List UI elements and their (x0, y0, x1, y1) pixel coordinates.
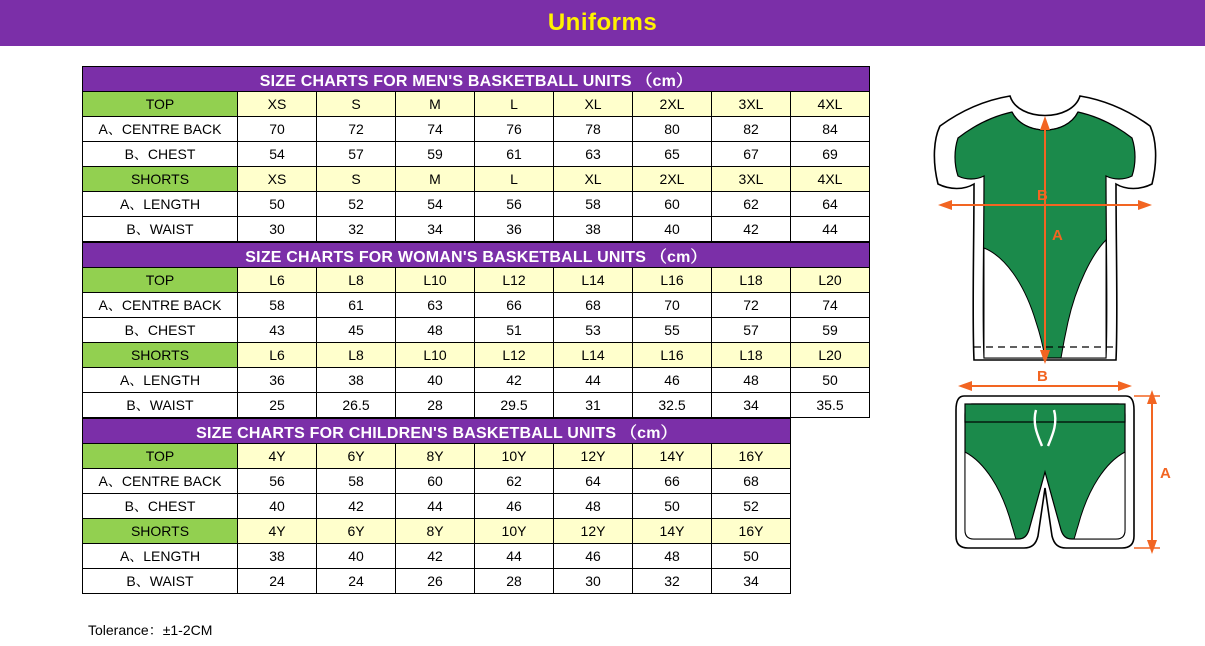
cell-value: 32.5 (633, 393, 712, 418)
row-label: A、LENGTH (83, 368, 238, 393)
cell-value: 42 (475, 368, 554, 393)
size-header: L18 (712, 343, 791, 368)
cell-value: 46 (554, 544, 633, 569)
top-header-label: TOP (83, 444, 238, 469)
size-chart-womens (82, 242, 870, 418)
cell-value: 61 (475, 142, 554, 167)
cell-value: 64 (554, 469, 633, 494)
size-header: 3XL (712, 92, 791, 117)
cell-value: 60 (396, 469, 475, 494)
shorts-header-label: SHORTS (83, 343, 238, 368)
row-label: B、CHEST (83, 142, 238, 167)
size-header: XS (238, 92, 317, 117)
table-row (83, 142, 870, 167)
shorts-measure-b-label: B (1037, 368, 1048, 385)
cell-value: 72 (317, 117, 396, 142)
cell-value: 44 (554, 368, 633, 393)
cell-value: 44 (475, 544, 554, 569)
size-header: L (475, 92, 554, 117)
size-header: S (317, 167, 396, 192)
cell-value: 43 (238, 318, 317, 343)
row-label: A、LENGTH (83, 192, 238, 217)
size-header: L20 (791, 268, 870, 293)
size-header: L12 (475, 343, 554, 368)
shorts-measure-a-label: A (1160, 465, 1171, 482)
cell-value: 60 (633, 192, 712, 217)
cell-value: 57 (317, 142, 396, 167)
cell-value: 54 (396, 192, 475, 217)
table-row (83, 393, 870, 418)
cell-value: 58 (317, 469, 396, 494)
size-header: 12Y (554, 519, 633, 544)
cell-value: 68 (712, 469, 791, 494)
cell-value: 51 (475, 318, 554, 343)
cell-value: 56 (238, 469, 317, 494)
cell-value: 28 (396, 393, 475, 418)
table-row (83, 268, 870, 293)
cell-value: 26 (396, 569, 475, 594)
cell-value: 36 (475, 217, 554, 242)
jersey-measure-a-label: A (1052, 227, 1063, 244)
cell-value: 59 (791, 318, 870, 343)
size-header: 6Y (317, 519, 396, 544)
cell-value: 78 (554, 117, 633, 142)
table-row (83, 293, 870, 318)
cell-value: 46 (475, 494, 554, 519)
row-label: B、WAIST (83, 217, 238, 242)
row-label: B、WAIST (83, 393, 238, 418)
cell-value: 53 (554, 318, 633, 343)
row-label: A、CENTRE BACK (83, 117, 238, 142)
cell-value: 45 (317, 318, 396, 343)
cell-value: 59 (396, 142, 475, 167)
cell-value: 32 (317, 217, 396, 242)
size-charts-container (82, 66, 872, 594)
size-header: 4XL (791, 92, 870, 117)
size-header: 2XL (633, 167, 712, 192)
shorts-header-label: SHORTS (83, 167, 238, 192)
cell-value: 48 (712, 368, 791, 393)
cell-value: 82 (712, 117, 791, 142)
size-header: 12Y (554, 444, 633, 469)
cell-value: 48 (633, 544, 712, 569)
cell-value: 34 (712, 393, 791, 418)
garment-illustration (900, 60, 1190, 630)
cell-value: 66 (475, 293, 554, 318)
cell-value: 28 (475, 569, 554, 594)
cell-value: 50 (238, 192, 317, 217)
chart-title: SIZE CHARTS FOR WOMAN'S BASKETBALL UNITS （cm） (83, 243, 870, 268)
cell-value: 48 (396, 318, 475, 343)
cell-value: 24 (317, 569, 396, 594)
table-row (83, 368, 870, 393)
size-header: L14 (554, 268, 633, 293)
size-header: 16Y (712, 444, 791, 469)
cell-value: 76 (475, 117, 554, 142)
cell-value: 30 (238, 217, 317, 242)
size-header: M (396, 92, 475, 117)
cell-value: 84 (791, 117, 870, 142)
cell-value: 56 (475, 192, 554, 217)
cell-value: 58 (238, 293, 317, 318)
table-row (83, 217, 870, 242)
size-header: 10Y (475, 444, 554, 469)
cell-value: 42 (396, 544, 475, 569)
cell-value: 74 (396, 117, 475, 142)
page-header-banner (0, 0, 1205, 46)
size-chart-mens (82, 66, 870, 242)
row-label: B、WAIST (83, 569, 238, 594)
size-header: XL (554, 92, 633, 117)
table-row (83, 243, 870, 268)
size-header: L18 (712, 268, 791, 293)
size-header: 4Y (238, 519, 317, 544)
table-row (83, 67, 870, 92)
size-header: 8Y (396, 444, 475, 469)
table-row (83, 192, 870, 217)
table-row (83, 519, 791, 544)
chart-title: SIZE CHARTS FOR CHILDREN'S BASKETBALL UNITS （cm） (83, 419, 791, 444)
cell-value: 48 (554, 494, 633, 519)
size-header: XL (554, 167, 633, 192)
jersey-illustration (934, 96, 1155, 364)
table-row (83, 117, 870, 142)
cell-value: 52 (317, 192, 396, 217)
cell-value: 25 (238, 393, 317, 418)
cell-value: 40 (396, 368, 475, 393)
top-header-label: TOP (83, 92, 238, 117)
size-header: 8Y (396, 519, 475, 544)
chart-title: SIZE CHARTS FOR MEN'S BASKETBALL UNITS （cm） (83, 67, 870, 92)
cell-value: 74 (791, 293, 870, 318)
cell-value: 50 (791, 368, 870, 393)
cell-value: 30 (554, 569, 633, 594)
cell-value: 24 (238, 569, 317, 594)
cell-value: 44 (396, 494, 475, 519)
page-title: Uniforms (547, 9, 658, 36)
cell-value: 38 (554, 217, 633, 242)
jersey-measure-b-label: B (1037, 187, 1048, 204)
cell-value: 62 (712, 192, 791, 217)
size-header: 14Y (633, 444, 712, 469)
cell-value: 66 (633, 469, 712, 494)
size-header: 16Y (712, 519, 791, 544)
size-header: L10 (396, 343, 475, 368)
size-header: S (317, 92, 396, 117)
cell-value: 54 (238, 142, 317, 167)
size-header: L6 (238, 343, 317, 368)
table-row (83, 469, 791, 494)
row-label: B、CHEST (83, 494, 238, 519)
cell-value: 55 (633, 318, 712, 343)
cell-value: 63 (554, 142, 633, 167)
row-label: A、LENGTH (83, 544, 238, 569)
cell-value: 31 (554, 393, 633, 418)
cell-value: 72 (712, 293, 791, 318)
size-header: 14Y (633, 519, 712, 544)
cell-value: 34 (396, 217, 475, 242)
size-header: L (475, 167, 554, 192)
table-row (83, 419, 791, 444)
shorts-illustration (956, 368, 1171, 554)
cell-value: 62 (475, 469, 554, 494)
table-row (83, 92, 870, 117)
cell-value: 70 (238, 117, 317, 142)
table-row (83, 167, 870, 192)
tolerance-note: Tolerance：±1-2CM (88, 622, 213, 638)
cell-value: 35.5 (791, 393, 870, 418)
cell-value: 38 (317, 368, 396, 393)
size-header: M (396, 167, 475, 192)
table-row (83, 569, 791, 594)
cell-value: 46 (633, 368, 712, 393)
shorts-header-label: SHORTS (83, 519, 238, 544)
size-header: L20 (791, 343, 870, 368)
cell-value: 68 (554, 293, 633, 318)
cell-value: 52 (712, 494, 791, 519)
size-header: 6Y (317, 444, 396, 469)
cell-value: 63 (396, 293, 475, 318)
cell-value: 50 (633, 494, 712, 519)
cell-value: 38 (238, 544, 317, 569)
size-header: L8 (317, 343, 396, 368)
size-header: L16 (633, 343, 712, 368)
cell-value: 42 (317, 494, 396, 519)
size-header: 3XL (712, 167, 791, 192)
table-row (83, 318, 870, 343)
table-row (83, 544, 791, 569)
cell-value: 70 (633, 293, 712, 318)
size-header: XS (238, 167, 317, 192)
size-chart-childrens (82, 418, 791, 594)
cell-value: 42 (712, 217, 791, 242)
cell-value: 26.5 (317, 393, 396, 418)
size-header: L12 (475, 268, 554, 293)
size-header: 4Y (238, 444, 317, 469)
cell-value: 44 (791, 217, 870, 242)
cell-value: 29.5 (475, 393, 554, 418)
cell-value: 69 (791, 142, 870, 167)
cell-value: 67 (712, 142, 791, 167)
size-header: L10 (396, 268, 475, 293)
size-header: L6 (238, 268, 317, 293)
cell-value: 50 (712, 544, 791, 569)
size-header: L14 (554, 343, 633, 368)
cell-value: 64 (791, 192, 870, 217)
cell-value: 40 (317, 544, 396, 569)
cell-value: 36 (238, 368, 317, 393)
size-header: L8 (317, 268, 396, 293)
size-header: 4XL (791, 167, 870, 192)
cell-value: 40 (238, 494, 317, 519)
cell-value: 58 (554, 192, 633, 217)
size-header: 10Y (475, 519, 554, 544)
row-label: B、CHEST (83, 318, 238, 343)
cell-value: 65 (633, 142, 712, 167)
table-row (83, 444, 791, 469)
table-row (83, 343, 870, 368)
cell-value: 61 (317, 293, 396, 318)
cell-value: 57 (712, 318, 791, 343)
cell-value: 40 (633, 217, 712, 242)
row-label: A、CENTRE BACK (83, 293, 238, 318)
top-header-label: TOP (83, 268, 238, 293)
cell-value: 32 (633, 569, 712, 594)
cell-value: 34 (712, 569, 791, 594)
size-header: 2XL (633, 92, 712, 117)
size-header: L16 (633, 268, 712, 293)
table-row (83, 494, 791, 519)
cell-value: 80 (633, 117, 712, 142)
row-label: A、CENTRE BACK (83, 469, 238, 494)
